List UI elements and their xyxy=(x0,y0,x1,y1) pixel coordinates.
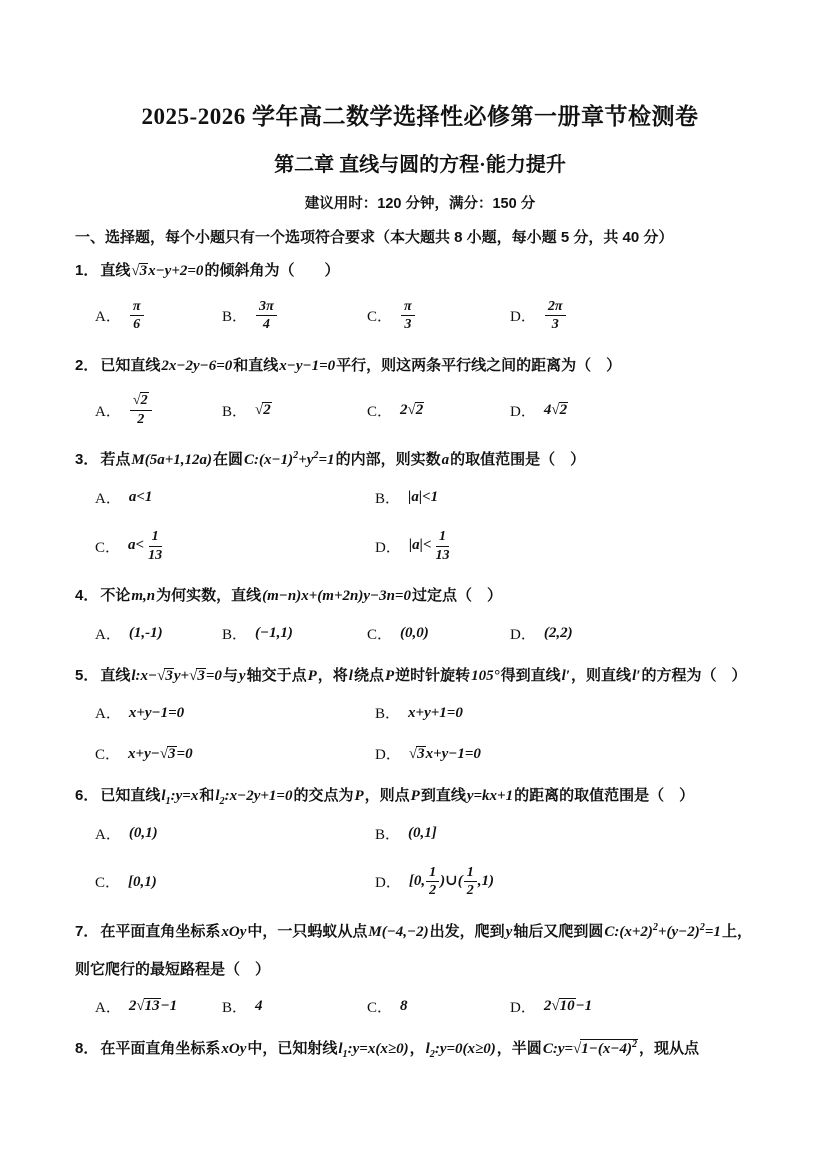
option-text: (2,2) xyxy=(543,625,573,642)
option-b xyxy=(375,702,765,723)
question-text: 已知直线2x−2y−6=0和直线x−y−1=0平行，则这两条平行线之间的距离为（ ） xyxy=(100,356,622,374)
question-number: 8． xyxy=(75,1039,99,1057)
option-label: B． xyxy=(375,826,401,843)
option-a xyxy=(95,623,222,644)
option-a xyxy=(95,702,375,723)
option-c xyxy=(367,996,510,1017)
option-a xyxy=(95,996,222,1017)
question-text: 在平面直角坐标系xOy中，一只蚂蚁从点M(−4,−2)出发，爬到y轴后又爬到圆$C:(x+2)^2+(y-2)^2=1$上，则它爬行的最短路程是（ ） xyxy=(75,921,752,979)
option-label: A． xyxy=(95,403,121,420)
option-a xyxy=(95,298,222,334)
option-b xyxy=(222,623,367,644)
option-label: D． xyxy=(510,403,536,420)
question-4-options xyxy=(95,623,765,644)
question-2 xyxy=(75,347,765,429)
question-1-options xyxy=(95,298,765,334)
option-text: √3x+y−1=0 xyxy=(408,745,481,762)
option-label: A． xyxy=(95,626,121,643)
option-a xyxy=(95,823,375,844)
question-7 xyxy=(75,913,765,1017)
option-d xyxy=(510,400,765,421)
option-label: D． xyxy=(510,999,536,1016)
option-label: B． xyxy=(222,999,248,1016)
option-text: a<1 xyxy=(128,489,153,506)
question-3-stem xyxy=(75,441,765,480)
question-text: 不论m,n为何实数，直线(m−n)x+(m+2n)y−3n=0过定点（ ） xyxy=(100,587,502,605)
question-7-options xyxy=(95,996,765,1017)
question-5 xyxy=(75,657,765,765)
option-text: (−1,1) xyxy=(255,625,293,642)
question-8 xyxy=(75,1030,765,1069)
option-text: 8 xyxy=(400,998,408,1015)
option-b xyxy=(222,298,367,334)
question-number: 6． xyxy=(75,787,99,805)
question-text: 已知直线$l_1:y=x$和$l_2:x-2y+1=0$的交点为P，则点P到直线y=kx+1的距离的取值范围是（ ） xyxy=(100,787,695,808)
option-b xyxy=(375,487,765,508)
option-text: $\frac{\pi}{3}$ xyxy=(399,298,417,334)
question-3-options xyxy=(95,487,765,564)
option-d xyxy=(375,864,765,900)
section-heading: 一、选择题，每个小题只有一个选项符合要求（本大题共 8 小题，每小题 5 分，共 40 分） xyxy=(75,229,674,246)
option-label: A． xyxy=(95,706,121,723)
question-1-stem xyxy=(75,252,765,291)
option-c xyxy=(367,623,510,644)
option-text: [0, $\frac{1}{2}$ )∪( $\frac{1}{2}$ ,1) xyxy=(408,863,494,899)
option-a xyxy=(95,487,375,508)
question-number: 2． xyxy=(75,356,99,374)
option-label: D． xyxy=(375,539,401,556)
question-number: 7． xyxy=(75,922,99,940)
question-number: 4． xyxy=(75,587,99,605)
option-d xyxy=(375,743,765,764)
option-text: |a|<1 xyxy=(408,489,439,506)
option-d xyxy=(510,623,765,644)
option-label: C． xyxy=(367,403,393,420)
question-5-stem xyxy=(75,657,765,696)
option-label: B． xyxy=(222,626,248,643)
question-3 xyxy=(75,441,765,564)
option-text: x+y+1=0 xyxy=(408,704,463,721)
option-a xyxy=(95,392,222,428)
question-7-stem xyxy=(75,913,765,989)
option-label: A． xyxy=(95,826,121,843)
option-b xyxy=(222,400,367,421)
option-text: a< $\frac{1}{13}$ xyxy=(128,527,163,563)
option-label: D． xyxy=(510,626,536,643)
option-label: A． xyxy=(95,999,121,1016)
question-text: 在平面直角坐标系xOy中，已知射线$l_1:y=x(x\ge 0)$，$l_2:y=0(x\ge 0)$，半圆$C:y=√1-(x-4)^2$ ，现从点 xyxy=(100,1038,700,1060)
option-text: $\frac{3\pi}{4}$ xyxy=(254,298,279,334)
option-label: B． xyxy=(222,403,248,420)
option-label: B． xyxy=(222,309,248,326)
option-text: (1,-1) xyxy=(128,625,163,642)
option-text: $\frac{\pi}{6}$ xyxy=(128,298,146,334)
option-c xyxy=(95,528,375,564)
option-label: C． xyxy=(95,539,121,556)
question-4 xyxy=(75,577,765,644)
option-text: x+y−√3=0 xyxy=(128,745,193,762)
option-label: C． xyxy=(367,309,393,326)
question-8-stem xyxy=(75,1030,765,1069)
option-d xyxy=(510,298,765,334)
exam-title: 2025-2026 学年高二数学选择性必修第一册章节检测卷 xyxy=(141,104,699,129)
option-c xyxy=(95,743,375,764)
option-text: (0,0) xyxy=(400,625,429,642)
option-label: D． xyxy=(510,309,536,326)
option-text: 2√13−1 xyxy=(128,998,178,1015)
question-number: 5． xyxy=(75,666,99,684)
option-d xyxy=(510,996,765,1017)
question-5-options xyxy=(95,702,765,764)
option-text: $\frac{√2}{2}$ xyxy=(128,392,154,428)
question-6-stem xyxy=(75,777,765,816)
option-label: B． xyxy=(375,706,401,723)
question-text: 直线l:x−√3y+√3=0与y轴交于点P，将l绕点P逆时针旋转105°得到直线l′，则直线l′的方程为（ ） xyxy=(100,666,747,684)
question-4-stem xyxy=(75,577,765,616)
option-text: √2 xyxy=(255,402,271,419)
option-text: $\frac{2\pi}{3}$ xyxy=(543,298,568,334)
option-label: C． xyxy=(95,875,121,892)
option-label: B． xyxy=(375,490,401,507)
option-c xyxy=(367,400,510,421)
option-b xyxy=(375,823,765,844)
option-label: D． xyxy=(375,747,401,764)
option-text: (0,1] xyxy=(408,825,437,842)
question-number: 1． xyxy=(75,262,99,279)
question-2-stem xyxy=(75,347,765,386)
question-6-options xyxy=(95,823,765,900)
option-text: 4√2 xyxy=(543,402,568,419)
option-label: C． xyxy=(95,747,121,764)
option-label: C． xyxy=(367,626,393,643)
option-c xyxy=(367,298,510,334)
option-text: x+y−1=0 xyxy=(128,704,185,721)
option-text: (0,1) xyxy=(128,825,158,842)
question-text: 若点M(5a+1,12a)在圆$C:(x-1)^2+y^2=1$的内部，则实数a的取值范围是（ ） xyxy=(100,450,586,469)
question-1 xyxy=(75,252,765,334)
option-label: A． xyxy=(95,490,121,507)
exam-subtitle: 第二章 直线与圆的方程·能力提升 xyxy=(274,154,566,176)
question-6 xyxy=(75,777,765,900)
option-text: 4 xyxy=(255,998,263,1015)
option-label: C． xyxy=(367,999,393,1016)
option-text: |a|< $\frac{1}{13}$ xyxy=(408,527,450,563)
option-b xyxy=(222,996,367,1017)
option-text: 2√10−1 xyxy=(543,998,593,1015)
question-2-options xyxy=(95,392,765,428)
question-number: 3． xyxy=(75,451,99,469)
question-text: 直线√3x−y+2=0的倾斜角为（ ） xyxy=(100,262,340,279)
option-label: D． xyxy=(375,875,401,892)
option-text: 2√2 xyxy=(400,402,424,419)
option-d xyxy=(375,528,765,564)
option-text: [0,1) xyxy=(128,873,157,890)
option-label: A． xyxy=(95,309,121,326)
option-c xyxy=(95,871,375,892)
exam-meta: 建议用时：120 分钟，满分：150 分 xyxy=(304,196,536,212)
